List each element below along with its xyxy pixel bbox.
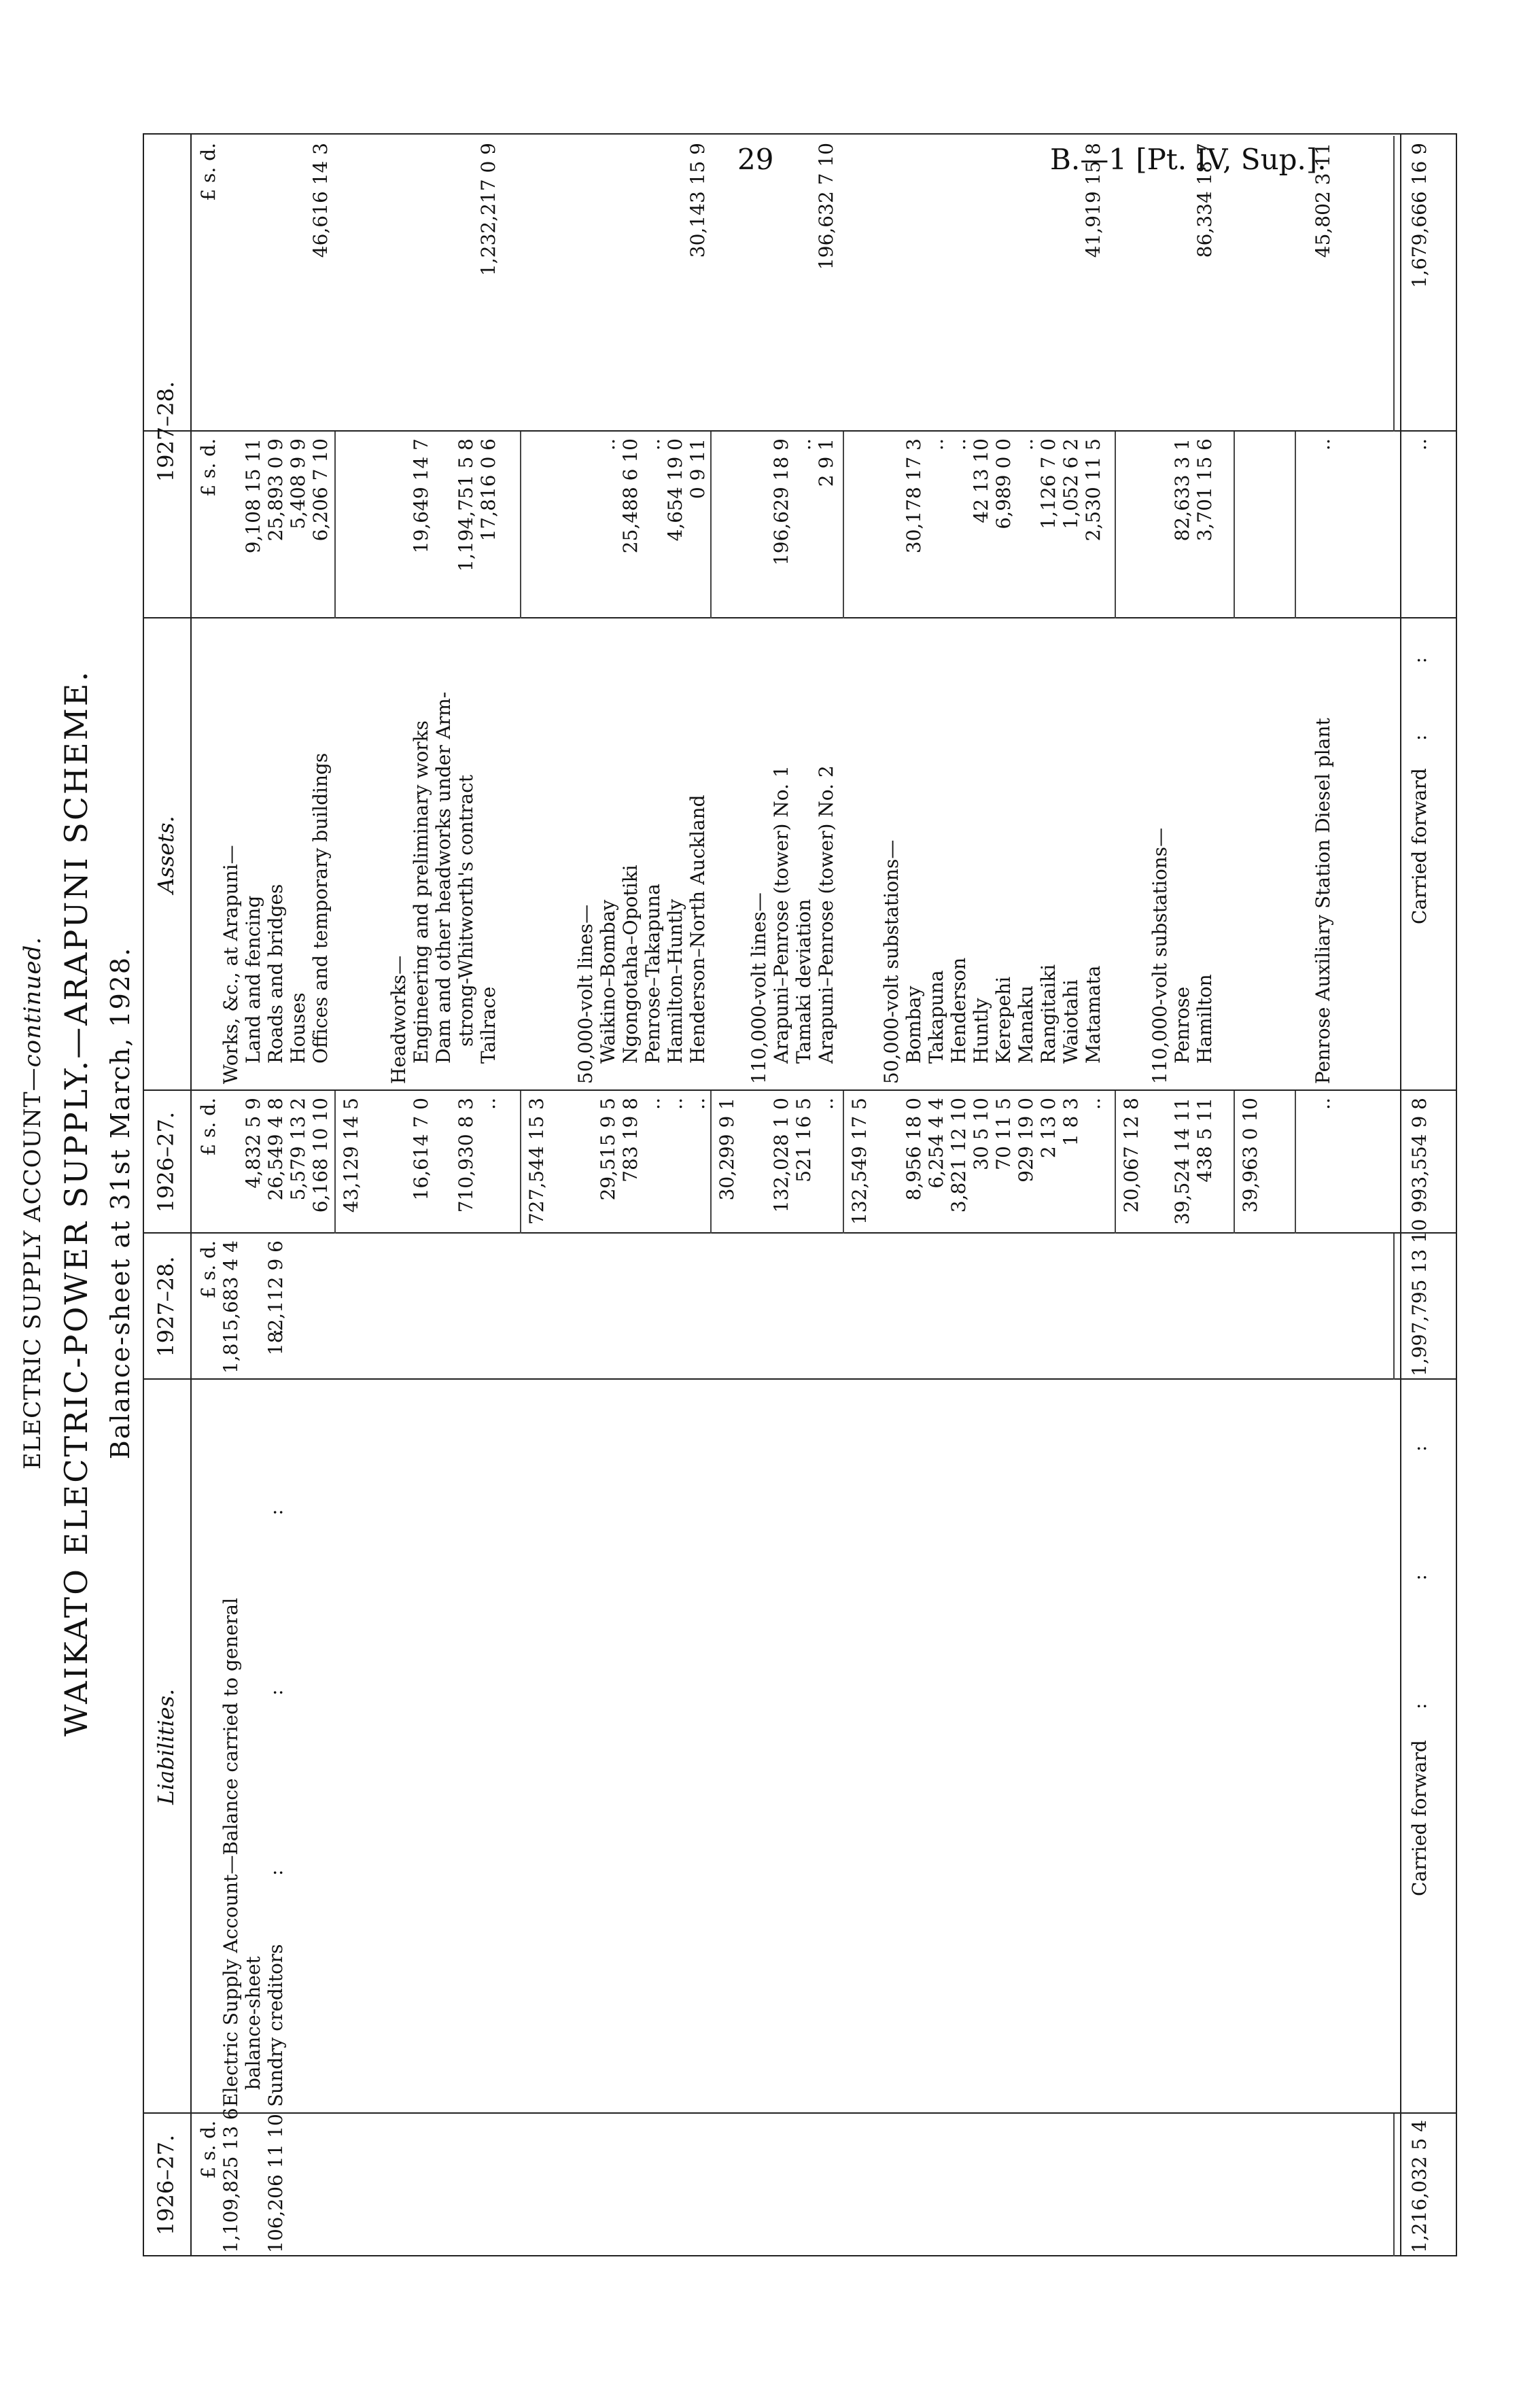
column-heading-1926-27: 1926–27. bbox=[153, 2134, 179, 2236]
asset-value-1926-27: 5,579 13 2 bbox=[287, 1098, 309, 1201]
headworks-total-1927-28: 1,232,217 0 9 bbox=[477, 143, 500, 276]
asset-item-name: Matamata bbox=[1082, 965, 1104, 1064]
subs50-total-1927-28: 41,919 15 8 bbox=[1082, 143, 1104, 258]
asset-value-1926-27: .. bbox=[1082, 1098, 1104, 1110]
asset-detail-1927-28: 9,108 15 11 bbox=[242, 438, 264, 554]
asset-item-name: Ngongotaha–Opotiki bbox=[619, 865, 642, 1064]
footer-rule bbox=[1400, 135, 1401, 2256]
asset-value-1926-27: 6,168 10 10 bbox=[309, 1098, 332, 1213]
total-rule bbox=[1393, 1234, 1395, 1380]
asset-value-1926-27: .. bbox=[815, 1098, 837, 1110]
asset-detail-1927-28: 3,701 15 6 bbox=[1193, 438, 1216, 542]
asset-item-name: Engineering and preliminary works bbox=[410, 720, 432, 1064]
subs110-total-1927-28: 86,334 18 7 bbox=[1193, 143, 1216, 258]
asset-detail-1927-28: 25,488 6 10 bbox=[619, 438, 642, 554]
currency-units: £ s. d. bbox=[197, 1240, 220, 1299]
leader-dots: : : bbox=[1408, 650, 1431, 741]
column-divider bbox=[143, 430, 1457, 432]
total-rule bbox=[1393, 2114, 1395, 2256]
asset-value-1926-27: 39,524 14 11 bbox=[1171, 1098, 1193, 1225]
currency-units: £ s. d. bbox=[197, 438, 220, 497]
lines50-total-1926-27: 30,299 9 1 bbox=[716, 1098, 738, 1201]
asset-detail-1927-28: .. bbox=[1408, 438, 1431, 451]
asset-item-name: Dam and other headworks under Arm- bbox=[432, 691, 455, 1064]
currency-units: £ s. d. bbox=[197, 1098, 220, 1156]
asset-value-1926-27: 26,549 4 8 bbox=[264, 1098, 287, 1201]
asset-item-name: Hamilton bbox=[1193, 974, 1216, 1064]
diesel-total-1927-28: 45,802 3 11 bbox=[1312, 143, 1334, 258]
asset-value-1926-27: 521 16 5 bbox=[792, 1098, 815, 1183]
asset-item-name: Offices and temporary buildings bbox=[309, 752, 332, 1064]
balance-sheet bbox=[0, 14, 1495, 2392]
asset-item-name: Tamaki deviation bbox=[792, 898, 815, 1064]
currency-units: £ s. d. bbox=[197, 2121, 220, 2179]
liability-description: Electric Supply Account—Balance carried to general bbox=[220, 1597, 242, 2107]
header-rule bbox=[190, 135, 192, 2256]
asset-item-name: Penrose–Takapuna bbox=[642, 884, 664, 1064]
asset-item-name: Houses bbox=[287, 992, 309, 1064]
liabilities-total-1927-28: 1,997,795 13 10 bbox=[1408, 1219, 1431, 1376]
asset-value-1926-27: 8,956 18 0 bbox=[903, 1098, 925, 1201]
asset-detail-1927-28: .. bbox=[925, 438, 947, 451]
asset-group-heading: 50,000-volt substations— bbox=[880, 839, 903, 1084]
liability-value-1927-28: 1,815,683 4 4 bbox=[220, 1240, 242, 1374]
asset-item-name: Penrose Auxiliary Station Diesel plant bbox=[1312, 718, 1334, 1084]
asset-value-1926-27: 6,254 4 4 bbox=[925, 1098, 947, 1189]
asset-detail-1927-28: .. bbox=[1015, 438, 1037, 451]
lines50-total-1927-28: 30,143 15 9 bbox=[686, 143, 709, 258]
assets-carried-forward: Carried forward bbox=[1408, 768, 1431, 924]
asset-value-1926-27: 70 11 5 bbox=[992, 1098, 1015, 1170]
column-divider bbox=[143, 1232, 1457, 1234]
asset-detail-1927-28: 6,989 0 0 bbox=[992, 438, 1015, 529]
liability-description-continued: balance-sheet bbox=[242, 1956, 264, 2090]
asset-group-heading: 110,000-volt lines— bbox=[748, 892, 770, 1084]
asset-detail-1927-28: .. bbox=[1312, 438, 1334, 451]
liabilities-total-1926-27: 1,216,032 5 4 bbox=[1408, 2120, 1431, 2253]
assets-total-1927-28: 1,679,666 16 9 bbox=[1408, 143, 1431, 288]
asset-value-1926-27: .. bbox=[664, 1098, 686, 1110]
asset-item-name: Arapuni–Penrose (tower) No. 2 bbox=[815, 765, 837, 1064]
asset-detail-1927-28: 5,408 9 9 bbox=[287, 438, 309, 529]
column-divider bbox=[143, 617, 1457, 618]
subtotal-rule bbox=[334, 1091, 336, 1234]
column-heading-1926-27: 1926–27. bbox=[153, 1111, 179, 1213]
asset-item-name: Manaku bbox=[1015, 985, 1037, 1064]
scheme-title: WAIKATO ELECTRIC-POWER SUPPLY.—ARAPUNI SCHEME. bbox=[58, 669, 94, 1737]
asset-group-heading: Headworks— bbox=[387, 955, 410, 1084]
subtotal-rule bbox=[1115, 1091, 1116, 1234]
works-total-1927-28: 46,616 14 3 bbox=[309, 143, 332, 258]
lines110-total-1926-27: 132,549 17 5 bbox=[848, 1098, 871, 1225]
asset-detail-1927-28: 17,816 0 6 bbox=[477, 438, 500, 542]
asset-value-1926-27: .. bbox=[686, 1098, 709, 1110]
asset-item-name: Bombay bbox=[903, 985, 925, 1064]
subs50-total-1926-27: 20,067 12 8 bbox=[1120, 1098, 1142, 1213]
asset-value-1926-27: 4,832 5 9 bbox=[242, 1098, 264, 1189]
asset-value-1926-27: 929 19 0 bbox=[1015, 1098, 1037, 1183]
asset-detail-1927-28: 2 9 1 bbox=[815, 438, 837, 487]
subtotal-rule bbox=[1295, 432, 1296, 618]
leader-dots: : : : : bbox=[264, 1322, 287, 1876]
asset-value-1926-27: .. bbox=[642, 1098, 664, 1110]
asset-value-1926-27: 783 19 8 bbox=[619, 1098, 642, 1183]
subtotal-rule bbox=[843, 432, 844, 618]
asset-item-name: Tailrace bbox=[477, 986, 500, 1064]
asset-detail-1927-28: 42 13 10 bbox=[970, 438, 992, 523]
leader-dots: : : : bbox=[1408, 1438, 1431, 1709]
asset-group-heading: 50,000-volt lines— bbox=[574, 904, 597, 1084]
asset-detail-1927-28: 1,194,751 5 8 bbox=[455, 438, 477, 572]
asset-item-name: Waiotahi bbox=[1060, 979, 1082, 1064]
asset-item-name: Waikino–Bombay bbox=[597, 899, 619, 1064]
asset-detail-1927-28: .. bbox=[947, 438, 970, 451]
asset-value-1926-27: .. bbox=[477, 1098, 500, 1110]
lines110-total-1927-28: 196,632 7 10 bbox=[815, 143, 837, 271]
asset-detail-1927-28: 1,052 6 2 bbox=[1060, 438, 1082, 529]
headworks-total-1926-27: 727,544 15 3 bbox=[525, 1098, 548, 1225]
asset-value-1926-27: 710,930 8 3 bbox=[455, 1098, 477, 1213]
asset-item-name: Rangitaiki bbox=[1037, 964, 1060, 1064]
subtotal-rule bbox=[334, 432, 336, 618]
column-divider bbox=[143, 1378, 1457, 1380]
subtotal-rule bbox=[710, 1091, 712, 1234]
asset-detail-1927-28: 6,206 7 10 bbox=[309, 438, 332, 542]
asset-detail-1927-28: 196,629 18 9 bbox=[770, 438, 792, 566]
subtotal-rule bbox=[1234, 432, 1235, 618]
assets-total-1926-27: 993,554 9 8 bbox=[1408, 1098, 1431, 1213]
asset-item-name: Arapuni–Penrose (tower) No. 1 bbox=[770, 765, 792, 1064]
asset-item-name: Kerepehi bbox=[992, 976, 1015, 1064]
document-reference: B.—1 [Pt. IV, Sup.]. bbox=[1050, 143, 1327, 176]
asset-detail-1927-28: 0 9 11 bbox=[686, 438, 709, 500]
subtotal-rule bbox=[1234, 1091, 1235, 1234]
subtotal-rule bbox=[710, 432, 712, 618]
liability-value-1927-28: 182,112 9 6 bbox=[264, 1240, 287, 1356]
account-heading-text: ELECTRIC SUPPLY ACCOUNT— bbox=[19, 1067, 46, 1470]
liabilities-carried-forward: Carried forward bbox=[1408, 1740, 1431, 1896]
asset-detail-1927-28: 19,649 14 7 bbox=[410, 438, 432, 554]
column-heading-1927-28: 1927–28. bbox=[153, 1256, 179, 1357]
subtotal-rule bbox=[1115, 432, 1116, 618]
subs110-total-1926-27: 39,963 0 10 bbox=[1239, 1098, 1261, 1213]
asset-detail-1927-28: .. bbox=[597, 438, 619, 451]
asset-item-name: Hamilton–Huntly bbox=[664, 898, 686, 1064]
column-heading-liabilities: Liabilities. bbox=[153, 1688, 179, 1805]
asset-value-1926-27: 2 13 0 bbox=[1037, 1098, 1060, 1159]
asset-detail-1927-28: .. bbox=[792, 438, 815, 451]
liability-description: Sundry creditors bbox=[264, 1944, 287, 2107]
asset-item-name: Huntly bbox=[970, 998, 992, 1064]
asset-group-heading: 110,000-volt substations— bbox=[1149, 827, 1171, 1084]
liability-value-1926-27: 106,206 11 10 bbox=[264, 2114, 287, 2253]
asset-value-1926-27: 29,515 9 5 bbox=[597, 1098, 619, 1201]
asset-item-name: Henderson bbox=[947, 957, 970, 1064]
asset-value-1926-27: .. bbox=[1312, 1098, 1334, 1110]
account-heading bbox=[19, 14, 46, 2392]
asset-detail-1927-28: 1,126 7 0 bbox=[1037, 438, 1060, 529]
asset-value-1926-27: 16,614 7 0 bbox=[410, 1098, 432, 1201]
asset-item-name: Roads and bridges bbox=[264, 884, 287, 1064]
asset-item-name-continued: strong-Whitworth's contract bbox=[455, 774, 477, 1047]
asset-group-heading: Works, &c., at Arapuni— bbox=[220, 845, 242, 1084]
asset-item-name: Henderson–North Auckland bbox=[686, 795, 709, 1064]
column-heading-1927-28: 1927–28. bbox=[153, 381, 179, 483]
asset-item-name: Penrose bbox=[1171, 986, 1193, 1064]
liability-value-1926-27: 1,109,825 13 6 bbox=[220, 2108, 242, 2253]
column-divider bbox=[143, 1089, 1457, 1091]
asset-item-name: Land and fencing bbox=[242, 895, 264, 1064]
subtotal-rule bbox=[1295, 1091, 1296, 1234]
asset-value-1926-27: 132,028 1 0 bbox=[770, 1098, 792, 1213]
works-total-1926-27: 43,129 14 5 bbox=[340, 1098, 362, 1213]
asset-detail-1927-28: .. bbox=[642, 438, 664, 451]
subtotal-rule bbox=[520, 1091, 521, 1234]
asset-value-1926-27: 3,821 12 10 bbox=[947, 1098, 970, 1213]
asset-detail-1927-28: 2,530 11 5 bbox=[1082, 438, 1104, 542]
asset-value-1926-27: 438 5 11 bbox=[1193, 1098, 1216, 1183]
asset-item-name: Takapuna bbox=[925, 970, 947, 1064]
asset-detail-1927-28: 30,178 17 3 bbox=[903, 438, 925, 554]
asset-value-1926-27: 1 8 3 bbox=[1060, 1098, 1082, 1147]
account-heading-continued: continued. bbox=[19, 936, 46, 1068]
total-rule bbox=[1393, 136, 1395, 432]
subtotal-rule bbox=[520, 432, 521, 618]
asset-detail-1927-28: 25,893 0 9 bbox=[264, 438, 287, 542]
balance-sheet-date: Balance-sheet at 31st March, 1928. bbox=[105, 946, 135, 1460]
currency-units: £ s. d. bbox=[197, 143, 220, 201]
subtotal-rule bbox=[843, 1091, 844, 1234]
asset-value-1926-27: 30 5 10 bbox=[970, 1098, 992, 1170]
page-number: 29 bbox=[737, 143, 774, 176]
column-heading-assets: Assets. bbox=[153, 816, 179, 894]
column-divider bbox=[143, 2112, 1457, 2114]
asset-detail-1927-28: 4,654 19 0 bbox=[664, 438, 686, 542]
asset-detail-1927-28: 82,633 3 1 bbox=[1171, 438, 1193, 542]
